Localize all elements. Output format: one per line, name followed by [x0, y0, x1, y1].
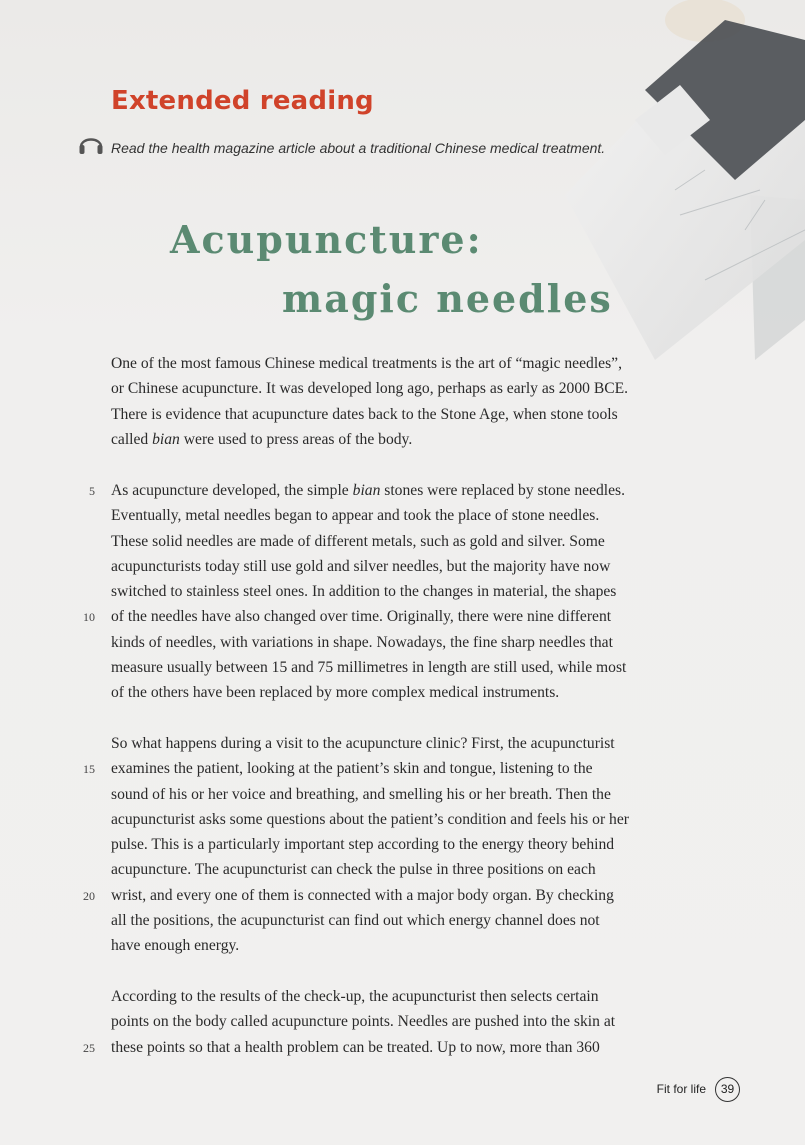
line-text: wrist, and every one of them is connected with a major body organ. By checking [111, 886, 614, 904]
article-line [111, 832, 691, 857]
line-text: acupuncturists today still use gold and silver needles, but the majority have now [111, 557, 611, 575]
article-line [111, 427, 691, 452]
article-line [89, 478, 691, 503]
line-text: As acupuncture developed, the simple bian stones were replaced by stone needles. [111, 482, 626, 499]
article-line [111, 857, 691, 882]
article-line [111, 503, 691, 528]
article-paragraph [111, 351, 691, 452]
line-text: called bian were used to press areas of the body. [111, 430, 413, 448]
line-text: measure usually between 15 and 75 millimetres in length are still used, while most [111, 659, 627, 677]
line-text: points on the body called acupuncture points. Needles are pushed into the skin at [111, 1013, 616, 1031]
article-line [111, 402, 691, 427]
line-text: of the others have been replaced by more complex medical instruments. [111, 684, 560, 702]
unit-label: Fit for life [656, 1082, 706, 1096]
article-line [111, 376, 691, 401]
article-title-line-2: magic needles [282, 276, 613, 321]
decorative-book-illustration [505, 0, 805, 380]
article-line [111, 630, 691, 655]
line-text: have enough energy. [111, 937, 240, 955]
line-number: 20 [83, 888, 95, 903]
article-line [111, 554, 691, 579]
article-line [83, 883, 691, 908]
article-line [111, 984, 691, 1009]
line-number: 5 [89, 484, 95, 498]
line-number: 10 [83, 610, 95, 625]
line-text: According to the results of the check-up, the acupuncturist then selects certain [111, 988, 599, 1005]
line-text: acupuncturist asks some questions about the patient’s condition and feels his or her [111, 810, 629, 828]
page-number: 39 [715, 1077, 740, 1102]
article-line [111, 529, 691, 554]
line-text: These solid needles are made of different metals, such as gold and silver. Some [111, 532, 605, 550]
line-text: acupuncture. The acupuncturist can check the pulse in three positions on each [111, 861, 596, 879]
article-paragraph [83, 984, 691, 1060]
line-text: One of the most famous Chinese medical treatments is the art of “magic needles”, [111, 355, 622, 372]
article-paragraph [83, 478, 691, 706]
article-line [83, 1035, 691, 1060]
article-line [83, 756, 691, 781]
article-line [111, 908, 691, 933]
line-text: all the positions, the acupuncturist can find out which energy channel does not [111, 912, 600, 930]
headphones-icon[interactable] [77, 129, 105, 157]
article-line [111, 1009, 691, 1034]
article-paragraph [83, 731, 691, 959]
line-text: kinds of needles, with variations in shape. Nowadays, the fine sharp needles that [111, 633, 613, 651]
line-text: of the needles have also changed over time. Originally, there were nine different [111, 608, 612, 626]
line-number: 15 [83, 762, 95, 777]
line-text: or Chinese acupuncture. It was developed long ago, perhaps as early as 2000 BCE. [111, 380, 629, 398]
reading-instruction: Read the health magazine article about a traditional Chinese medical treatment. [111, 140, 606, 156]
line-text: pulse. This is a particularly important step according to the energy theory behind [111, 836, 615, 854]
article-line [111, 579, 691, 604]
line-number: 25 [83, 1040, 95, 1055]
article-line [111, 731, 691, 756]
line-text: There is evidence that acupuncture dates back to the Stone Age, when stone tools [111, 405, 618, 423]
line-text: So what happens during a visit to the acupuncture clinic? First, the acupuncturist [111, 735, 615, 752]
line-text: sound of his or her voice and breathing, and smelling his or her breath. Then the [111, 785, 611, 803]
page-footer [600, 1077, 740, 1103]
article-line [83, 604, 691, 629]
line-text: these points so that a health problem can be treated. Up to now, more than 360 [111, 1038, 600, 1056]
section-title: Extended reading [111, 86, 374, 116]
article-line [111, 680, 691, 705]
article-line [111, 655, 691, 680]
article-title-line-1: Acupuncture: [170, 217, 483, 262]
article-line [111, 351, 691, 376]
line-text: examines the patient, looking at the patient’s skin and tongue, listening to the [111, 760, 593, 778]
line-text: switched to stainless steel ones. In addition to the changes in material, the shapes [111, 583, 617, 601]
article-line [111, 933, 691, 958]
article-line [111, 807, 691, 832]
line-text: Eventually, metal needles began to appear and took the place of stone needles. [111, 507, 600, 525]
article-line [111, 782, 691, 807]
